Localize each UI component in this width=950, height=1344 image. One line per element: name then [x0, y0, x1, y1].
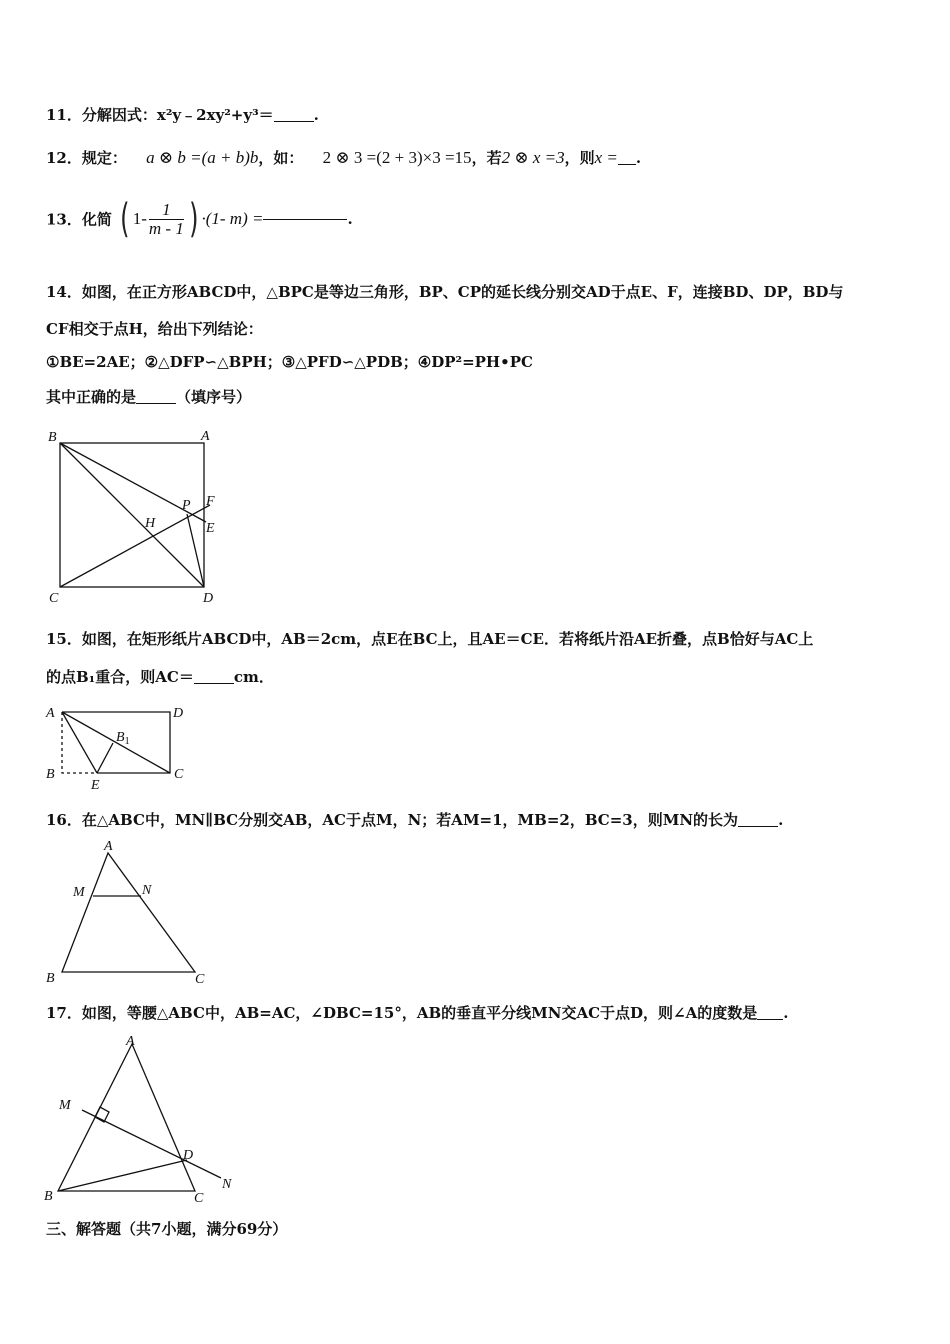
answer-blank — [738, 826, 778, 827]
answer-blank — [757, 1019, 783, 1020]
q13-fraction-denominator: m - 1 — [148, 218, 184, 238]
label-b: B — [48, 430, 57, 445]
answer-blank — [618, 164, 636, 165]
label-c: C — [174, 767, 184, 782]
question-12 — [46, 147, 641, 168]
q14-figure — [40, 420, 230, 610]
question-17 — [46, 1002, 788, 1023]
right-paren: ) — [188, 196, 199, 242]
q17-end: . — [783, 1004, 789, 1022]
label-c: C — [194, 1191, 204, 1206]
q12-ask: x = — [594, 148, 618, 167]
q12-end: . — [635, 149, 642, 167]
q16-text: 16．在△ABC中，MN∥BC分别交AB，AC于点M，N；若AM=1，MB=2，BC=3，则MN的长为 — [46, 811, 739, 829]
label-m: M — [73, 885, 85, 900]
label-d: D — [173, 706, 184, 721]
label-h: H — [145, 516, 156, 531]
q14-hint: （填序号） — [176, 388, 252, 406]
label-e: E — [91, 778, 100, 793]
label-b: B — [44, 1189, 53, 1204]
q12-sep1: ，如： — [258, 149, 304, 167]
q13-end: . — [347, 210, 353, 228]
q11-number: 11． — [46, 106, 82, 124]
label-a: A — [104, 839, 113, 854]
label-d: D — [203, 591, 214, 606]
label-f: F — [206, 494, 215, 509]
q12-number: 12． — [46, 149, 82, 167]
q12-sep3: ，则 — [564, 149, 595, 167]
label-c: C — [49, 591, 59, 606]
label-a: A — [126, 1034, 135, 1049]
q15-unit: cm． — [233, 668, 274, 686]
triangle-abc — [62, 853, 195, 972]
q13-tail: ·(1- m) = — [201, 209, 264, 228]
q15-line-1: 15．如图，在矩形纸片ABCD中，AB＝2cm，点E在BC上，且AE＝CE．若将纸片沿AE折叠，点B恰好与AC上 — [46, 630, 814, 648]
q11-expression: x²y﹣2xy²+y³＝ — [156, 106, 274, 124]
q12-label: 规定： — [81, 149, 127, 167]
q14-line-1: 14．如图，在正方形ABCD中，△BPC是等边三角形，BP、CP的延长线分别交AD于点E、F，连接BD、DP，BD与 — [46, 283, 844, 301]
answer-blank — [194, 683, 234, 684]
q14-line-4 — [46, 386, 251, 407]
q11-label: 分解因式： — [81, 106, 157, 124]
segment-eb1 — [97, 743, 113, 773]
q14-conclusions: ①BE=2AE；②△DFP∽△BPH；③△PFD∽△PDB；④DP²=PH•PC — [46, 353, 533, 371]
label-n: N — [142, 883, 152, 898]
q17-text: 17．如图，等腰△ABC中，AB=AC，∠DBC=15°，AB的垂直平分线MN交AC于点D，则∠A的度数是 — [46, 1004, 758, 1022]
question-11 — [46, 104, 319, 125]
triangle-abc — [58, 1044, 195, 1191]
q12-definition: a ⊗ b =(a + b)b — [146, 148, 259, 167]
q16-end: . — [778, 811, 784, 829]
q13-fraction-numerator: 1 — [149, 201, 184, 220]
question-13 — [46, 196, 353, 242]
q13-one: 1- — [132, 209, 147, 228]
q17-figure — [40, 1030, 250, 1210]
label-b: B — [46, 767, 55, 782]
label-m: M — [59, 1098, 71, 1113]
label-p: P — [182, 498, 191, 513]
q13-label: 化简 — [81, 210, 112, 229]
answer-blank — [274, 121, 314, 122]
label-c: C — [195, 972, 205, 987]
answer-blank — [263, 219, 347, 220]
q11-end: . — [313, 106, 319, 124]
q15-prompt: 的点B₁重合，则AC＝ — [46, 668, 194, 686]
q16-figure — [40, 836, 220, 991]
label-n: N — [222, 1177, 232, 1192]
q14-line-2: CF相交于点H，给出下列结论： — [46, 320, 263, 338]
q12-example: 2 ⊗ 3 =(2 + 3)×3 =15 — [322, 148, 472, 167]
question-16 — [46, 809, 783, 830]
label-b1: $B_1$ — [116, 730, 130, 747]
segment-bd — [60, 443, 204, 587]
answer-blank — [136, 403, 176, 404]
q12-condition: 2 ⊗ x =3 — [501, 148, 565, 167]
section-heading: 三、解答题（共7小题，满分69分） — [46, 1220, 288, 1238]
q13-number: 13． — [46, 210, 82, 229]
segment-bd — [58, 1160, 187, 1191]
left-paren: ( — [120, 196, 130, 242]
label-b: B — [46, 971, 55, 986]
q15-figure — [40, 700, 200, 795]
q13-fraction — [149, 201, 184, 238]
label-a: A — [201, 429, 210, 444]
segment-dp — [187, 514, 204, 587]
label-d: D — [183, 1148, 194, 1163]
q14-prompt: 其中正确的是 — [46, 388, 137, 406]
perpendicular-bisector-mn — [82, 1110, 221, 1178]
q15-line-2 — [46, 666, 274, 687]
q12-sep2: ，若 — [471, 149, 502, 167]
label-a: A — [46, 706, 55, 721]
label-e: E — [206, 521, 215, 536]
